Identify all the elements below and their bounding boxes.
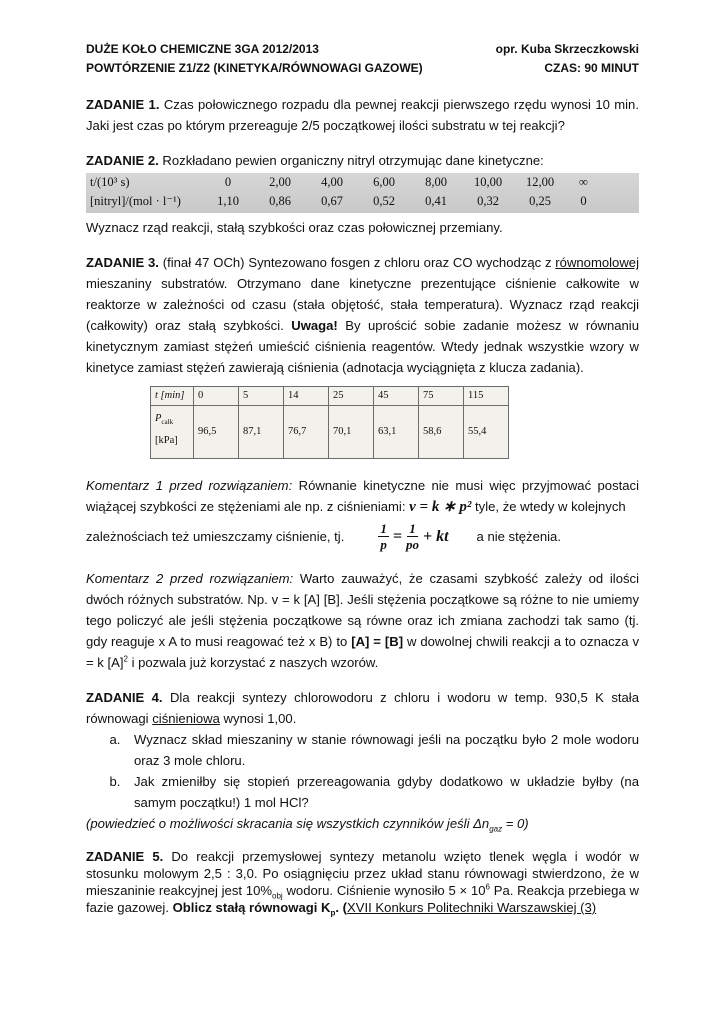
subquestion-b: b. Jak zmieniłby się stopień przereagowania gdyby dodatkowo w układzie byłby (na samym początku!) 1 mol HCl? xyxy=(124,771,639,813)
task-4-subquestions xyxy=(86,729,639,813)
concentration-cell: 0,41 xyxy=(425,194,447,208)
pressure-cell: 70,1 xyxy=(329,406,374,459)
pressure-cell: 58,6 xyxy=(419,406,464,459)
integrated-rate-law-line xyxy=(86,518,639,554)
task-3-warning: Uwaga! xyxy=(291,318,338,333)
task-3-text: (finał 47 OCh) Syntezowano fosgen z chloru oraz CO wychodząc z xyxy=(158,255,556,270)
concentration-cell: 0 xyxy=(580,194,587,208)
time-cell: 25 xyxy=(329,387,374,406)
source-link[interactable]: XVII Konkurs Politechniki Warszawskiej (3) xyxy=(347,900,597,915)
time-cell: 45 xyxy=(374,387,419,406)
concentration-cell: 0,25 xyxy=(529,194,551,208)
comment-2-text: w dowolnej chwili reakcji a to oznacza v = k [A] xyxy=(86,634,639,670)
time-cell: 5 xyxy=(239,387,284,406)
time-cell: 0 xyxy=(194,387,239,406)
task-5-text: Do reakcji przemysłowej syntezy metanolu wzięto tlenek węgla i wodór w stosunku molowym 2,5 : 3,0. Po osiągnięciu przez układ stanu równowagi stwierdzono, że w mieszaninie reakcyjnej jest 10% xyxy=(86,849,639,898)
pressure-table xyxy=(150,386,509,459)
time-cell: 14 xyxy=(284,387,329,406)
time-cell: ∞ xyxy=(579,175,588,189)
task-3-text: By uprościć sobie zadanie możesz w równaniu kinetycznym zamiast stężeń umieścić ciśnienia reagentów. Wtedy jednak wszystkie wzory w kinetyce zamiast stężeń zawierają ciśnienia (adnotacja wyciągnięta z klucza zadania). xyxy=(86,318,639,375)
task-3-underlined: równomolowej xyxy=(555,255,639,270)
pressure-cell: 63,1 xyxy=(374,406,419,459)
page-header xyxy=(86,40,639,78)
concentration-cell: 0,86 xyxy=(269,194,291,208)
kt-term: + kt xyxy=(422,527,449,545)
kinetic-data-table xyxy=(86,173,639,213)
task-2-text: Rozkładano pewien organiczny nitryl otrzymując dane kinetyczne: xyxy=(158,153,544,168)
comment-2-text: i pozwala już korzystać z naszych wzorów. xyxy=(127,655,379,670)
subquestion-a: a. Wyznacz skład mieszaniny w stanie równowagi jeśli na początku było 2 mole wodoru oraz 3 mole chloru. xyxy=(124,729,639,771)
rate-equation: v = k ∗ p² xyxy=(409,499,472,515)
time-row-header: t/(10³ s) xyxy=(90,175,130,189)
time-header: t [min] xyxy=(151,387,194,406)
task-4-underlined: ciśnieniowa xyxy=(152,711,220,726)
comment-1-text: a nie stężenia. xyxy=(476,528,561,544)
comment-2-text: Warto zauważyć, że czasami szybkość zależy od ilości dwóch różnych substratów. Np. v = k [A] [B]. Jeśli stężenia początkowe są różne to nie umiemy tego policzyć ale jeśli stężenia początkowe są równe oraz ich zmiana zachodzi tak samo (tj. gdy reaguje x A to musi reagować też x B) to xyxy=(86,571,639,649)
time-cell: 0 xyxy=(224,175,232,189)
time-cell: 8,00 xyxy=(425,175,447,189)
document-page xyxy=(86,40,639,916)
time-cell: 115 xyxy=(464,387,509,406)
time-cell: 4,00 xyxy=(321,175,343,189)
equal-concentrations: [A] = [B] xyxy=(351,634,404,649)
concentration-row-header: [nitryl]/(mol · l⁻¹) xyxy=(90,194,181,208)
topic-title: POWTÓRZENIE Z1/Z2 (KINETYKA/RÓWNOWAGI GAZOWE) xyxy=(86,61,423,75)
task-4-label: ZADANIE 4. xyxy=(86,690,163,705)
time-limit: CZAS: 90 MINUT xyxy=(544,61,639,75)
pressure-cell: 55,4 xyxy=(464,406,509,459)
task-2-label: ZADANIE 2. xyxy=(86,153,159,168)
author: opr. Kuba Skrzeczkowski xyxy=(495,42,639,56)
time-cell: 10,00 xyxy=(473,175,503,189)
task-4-text: Dla reakcji syntezy chlorowodoru z chloru i wodoru w temp. 930,5 K stała równowagi xyxy=(86,690,639,726)
concentration-cell: 0,32 xyxy=(477,194,499,208)
task-5-text: Pa. Reakcja przebiega w fazie gazowej. xyxy=(86,883,639,915)
task-2-question: Wyznacz rząd reakcji, stałą szybkości oraz czas połowicznej przemiany. xyxy=(86,220,503,235)
exponent: 6 xyxy=(485,882,490,892)
time-cell: 75 xyxy=(419,387,464,406)
task-3-label: ZADANIE 3. xyxy=(86,255,159,270)
obj-subscript: obj xyxy=(272,891,283,901)
course-title: DUŻE KOŁO CHEMICZNE 3GA 2012/2013 xyxy=(86,42,319,56)
comment-1-lead: Komentarz 1 przed rozwiązaniem: xyxy=(86,478,293,493)
pressure-cell: 87,1 xyxy=(239,406,284,459)
time-cell: 12,00 xyxy=(525,175,555,189)
task-5-label: ZADANIE 5. xyxy=(86,849,164,864)
fraction-1-over-po: $\frac{1}{po}$ xyxy=(405,520,419,552)
time-cell: 6,00 xyxy=(373,175,395,189)
equals-sign: = xyxy=(392,527,402,545)
concentration-row xyxy=(86,192,639,211)
task-3-text: mieszaniny substratów. Otrzymano dane kinetyczne prezentujące ciśnienie całkowite w reaktorze w zależności od czasu (stała objętość, stała temperatura). Wyznacz rząd reakcji (całkowity) oraz stałą szybkości. xyxy=(86,276,639,333)
task-2 xyxy=(86,150,639,238)
task-3 xyxy=(86,252,639,459)
task-4-text: wynosi 1,00. xyxy=(219,711,297,726)
pressure-cell: 76,7 xyxy=(284,406,329,459)
pressure-header: $P_{całk}$ [kPa] xyxy=(151,406,194,459)
pressure-cell: 96,5 xyxy=(194,406,239,459)
task-1-text: Czas połowicznego rozpadu dla pewnej reakcji pierwszego rzędu wynosi 10 min. Jaki jest czas po którym przereaguje 2/5 początkowej ilości substratu w tej reakcji? xyxy=(86,97,639,133)
fraction-1-over-p: $\frac{1}{p}$ xyxy=(380,520,387,552)
comment-1-text: zależnościach też umieszczamy ciśnienie, tj. xyxy=(86,528,345,544)
time-cell: 2,00 xyxy=(269,175,291,189)
task-5 xyxy=(86,848,639,916)
comment-2 xyxy=(86,568,639,673)
concentration-cell: 1,10 xyxy=(217,194,239,208)
comment-1-text: Równanie kinetyczne nie musi więc przyjmować postaci wiążącej szybkości ze stężeniami ale np. z ciśnieniami: xyxy=(86,478,639,514)
comment-1-text: tyle, że wtedy w kolejnych xyxy=(471,499,626,514)
task-4 xyxy=(86,687,639,834)
exponent: 2 xyxy=(123,654,128,664)
task-5-text: wodoru. Ciśnienie wynosiło 5 × 10 xyxy=(282,883,486,898)
task-1-label: ZADANIE 1. xyxy=(86,97,160,112)
concentration-cell: 0,52 xyxy=(373,194,395,208)
concentration-cell: 0,67 xyxy=(321,194,343,208)
task-4-note: (powiedzieć o możliwości skracania się wszystkich czynników jeśli $\Delta n_{gaz} = 0$) xyxy=(86,816,529,834)
time-row xyxy=(86,173,639,192)
task-1 xyxy=(86,94,639,136)
comment-2-lead: Komentarz 2 przed rozwiązaniem: xyxy=(86,571,294,586)
task-5-instruction: Oblicz stałą równowagi $K_p$. ( xyxy=(172,900,348,918)
comment-1 xyxy=(86,475,639,554)
